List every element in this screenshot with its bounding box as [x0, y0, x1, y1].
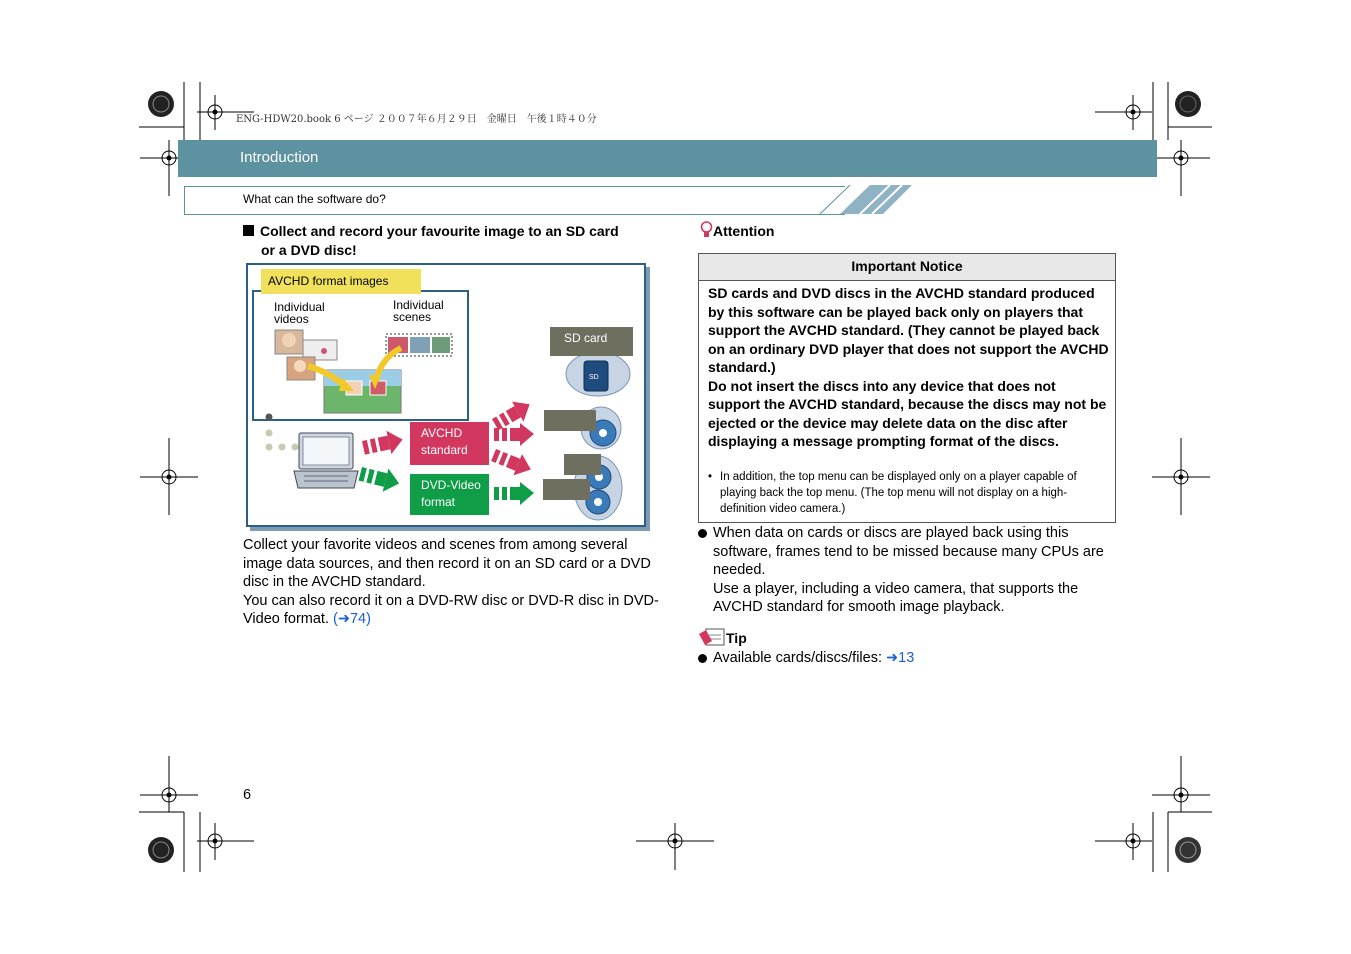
body-paragraph-1: Collect your favorite videos and scenes from among several image data sources, and then record it on an SD card or a DVD disc in the AVCHD standard. [243, 537, 651, 590]
tip-heading: Tip [698, 627, 747, 647]
bullet-dot-icon [698, 654, 707, 663]
bullet-dot-icon [698, 529, 707, 538]
lightbulb-icon [700, 221, 713, 239]
tip-item: Available cards/discs/files: ➜13 [698, 649, 1129, 668]
laptop-icon [294, 433, 358, 488]
notice-bullet: • In addition, the top menu can be displayed only on a player capable of playing back the top menu. (The top menu will not display on a high-definition video camera.) [708, 471, 1077, 515]
playback-bullets [698, 524, 1114, 617]
section-title: Introduction [240, 149, 319, 166]
attention-heading: Attention [700, 221, 774, 239]
list-item: When data on cards or discs are played back using this software, frames tend to be missed because many CPUs are needed. Use a player, including a video camera, that supports the AVCHD standard for smooth image playback. [698, 524, 1114, 617]
subsection-title: What can the software do? [243, 192, 386, 206]
dvd-video-format-box: DVD-Video format [410, 474, 489, 515]
avchd-images-tag: AVCHD format images [261, 269, 421, 294]
tip-note-icon [698, 627, 726, 647]
square-bullet-icon [243, 225, 254, 236]
page-13-link[interactable]: ➜13 [886, 650, 915, 666]
sd-logo-text: SD [589, 374, 599, 381]
subsection-header [184, 186, 845, 215]
notice-text: SD cards and DVD discs in the AVCHD standard produced by this software can be played back only on players that support the AVCHD standard. (They cannot be played back on an ordinary DVD player that does not support the AVCHD standard.) Do not insert the discs into any device that does not support the AVCHD standard, because the discs may not be ejected or the device may delete data on the disc after displaying a message prompting format of the discs. [708, 285, 1109, 449]
page-number: 6 [243, 787, 252, 803]
individual-scenes-label: Individual scenes [393, 298, 444, 324]
page-74-link[interactable]: (➜74) [333, 611, 371, 627]
section-bar [178, 140, 1157, 177]
individual-videos-label: Individual videos [274, 300, 325, 326]
sd-card-label: SD card [550, 327, 633, 356]
print-header: ENG-HDW20.book 6 ページ ２００７年６月２９日 金曜日 午後１時４０分 [236, 114, 597, 125]
avchd-standard-box: AVCHD standard [410, 422, 489, 465]
notice-title: Important Notice [699, 254, 1115, 281]
important-notice-box [698, 253, 1116, 523]
section-heading: Collect and record your favourite image to an SD card or a DVD disc! [243, 222, 663, 260]
body-text [243, 536, 663, 629]
body-paragraph-2: You can also record it on a DVD-RW disc or DVD-R disc in DVD-Video format. (➜74) [243, 592, 659, 627]
bullet-mark: • [708, 471, 713, 483]
subsection-stripes [820, 185, 920, 215]
